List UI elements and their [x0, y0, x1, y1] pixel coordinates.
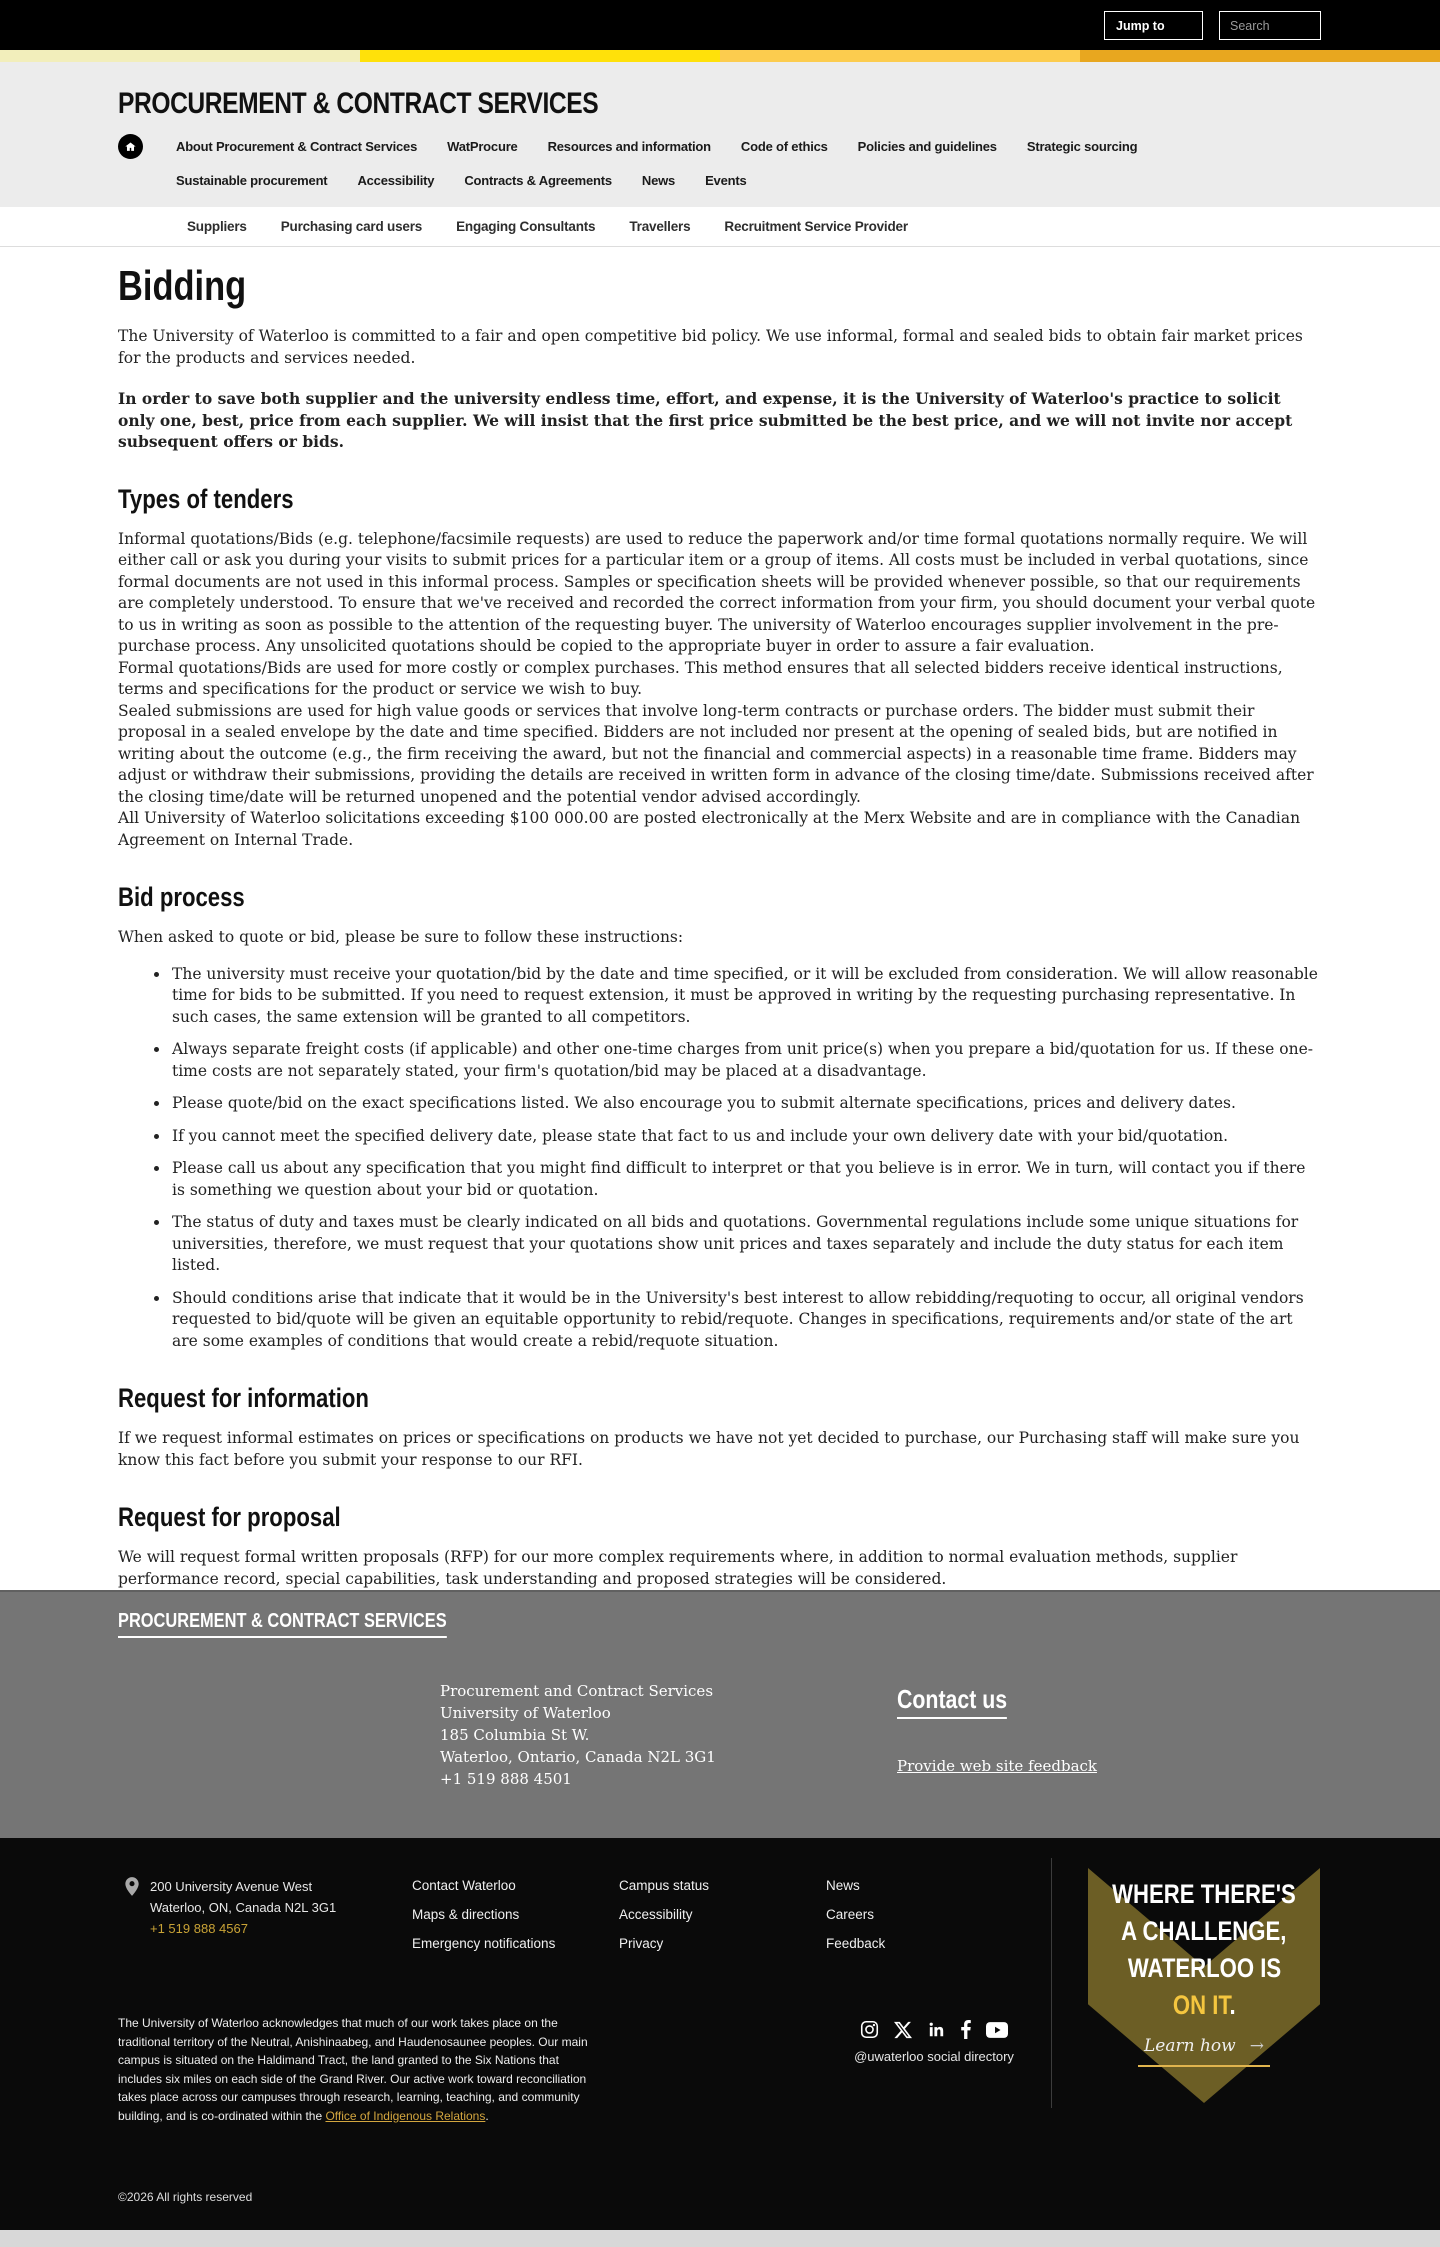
list-item: • Please call us about any specification that you might find difficult to interpret or that you believe is in error. We in turn, will contact you if there is something we question about your bid or quotation.: [170, 1158, 1320, 1201]
footer-link-emergency-notifications[interactable]: Emergency notifications: [412, 1936, 556, 1951]
land-acknowledgement: The University of Waterloo acknowledges that much of our work takes place on the traditional territory of the Neutral, Anishinaabeg, and Haudenosaunee peoples. Our main campus is situated on the Haldimand Tract, the land granted to the Six Nations that includes six miles on each side of the Grand River. Our active work toward reconciliation takes place across our campuses through research, learning, teaching, and community building, and is co-ordinated within the Office of Indigenous Relations.: [118, 2016, 588, 2123]
primary-nav: [118, 134, 1440, 159]
intro-bold-paragraph: In order to save both supplier and the university endless time, effort, and expense, it is the University of Waterloo's practice to solicit only one, best, price from each supplier. We will insist that the first price submitted be the best price, and we will not invite nor accept subsequent offers or bids.: [118, 389, 1293, 451]
secondary-nav: [176, 173, 1440, 188]
bid-process-intro: When asked to quote or bid, please be sure to follow these instructions:: [118, 928, 684, 946]
types-paragraph-sealed: Sealed submissions are used for high value goods or services that involve long-term contracts or purchase orders. The bidder must submit their proposal in a sealed envelope by the date and time specified. Bidders are not included nor present at the opening of sealed bids, but are notified in writing about the outcome (e.g., the firm receiving the award, but not the financial and commercial aspects) in a reasonable time frame. Bidders may adjust or withdraw their submissions, providing the details are received in written form in advance of the closing time/date. Submissions received after the closing time/date will be returned unopened and the potential vendor advised accordingly.: [118, 701, 1314, 806]
bid-process-heading: Bid process: [118, 882, 245, 912]
stripe-segment-4: [1080, 50, 1440, 62]
department-address: [440, 1680, 716, 1790]
department-phone: +1 519 888 4501: [440, 1770, 572, 1788]
home-icon: [124, 140, 137, 153]
footer-links-column-1: [412, 1878, 555, 1965]
types-of-tenders-heading: Types of tenders: [118, 483, 294, 514]
site-title[interactable]: PROCUREMENT & CONTRACT SERVICES: [118, 87, 599, 120]
types-paragraph-solicitations: All University of Waterloo solicitations exceeding $100 000.00 are posted electronically at the Merx Website and are in compliance with the Canadian Agreement on Internal Trade.: [118, 809, 1301, 849]
bid-process-list: [118, 964, 1320, 1353]
footer-link-contact-waterloo[interactable]: Contact Waterloo: [412, 1878, 516, 1893]
arrow-right-icon: →: [1249, 2036, 1264, 2056]
nav-strategic-sourcing[interactable]: Strategic sourcing: [1026, 139, 1138, 154]
department-footer-title-link[interactable]: PROCUREMENT & CONTRACT SERVICES: [118, 1610, 519, 1638]
footer-links-column-2: [619, 1878, 709, 1965]
intro-paragraph: The University of Waterloo is committed to a fair and open competitive bid policy. We use informal, formal and sealed bids to obtain fair market prices for the products and services needed.: [118, 327, 1303, 367]
list-item: • Please quote/bid on the exact specifications listed. We also encourage you to submit alternate specifications, prices and delivery dates.: [170, 1093, 1320, 1115]
promo-tagline: [1088, 1876, 1320, 2024]
rfi-paragraph: If we request informal estimates on prices or specifications on products we have not yet decided to purchase, our Purchasing staff will make sure you know this fact before you submit your response to our RFI.: [118, 1429, 1300, 1469]
university-footer: [0, 1838, 1440, 2230]
nav-travellers[interactable]: Travellers: [629, 219, 691, 234]
list-item: • If you cannot meet the specified delivery date, please state that fact to us and include your own delivery date with your bid/quotation.: [170, 1126, 1320, 1148]
department-footer: [0, 1590, 1440, 1838]
address-line: 200 University Avenue West: [150, 1879, 313, 1894]
list-item: • Should conditions arise that indicate that it would be in the University's best interest to allow rebidding/requoting to occur, all original vendors requested to bid/quote will be given an equitable opportunity to rebid/requote. Changes in specifications, requirements and/or state of the art are some examples of conditions that would create a rebid/requote situation.: [170, 1288, 1320, 1353]
rfp-paragraph: We will request formal written proposals (RFP) for our more complex requirements where, in addition to normal evaluation methods, supplier performance record, special capabilities, task understanding and proposed strategies will be considered.: [118, 1548, 1238, 1588]
page-title: Bidding: [118, 262, 247, 309]
nav-news[interactable]: News: [641, 173, 676, 188]
youtube-icon[interactable]: [986, 2022, 1008, 2038]
website-feedback-link[interactable]: Provide web site feedback: [897, 1757, 1098, 1775]
footer-divider: [1051, 1858, 1052, 2108]
stripe-segment-1: [0, 50, 360, 62]
nav-code-of-ethics[interactable]: Code of ethics: [740, 139, 828, 154]
jump-to-button[interactable]: Jump to: [1104, 11, 1203, 40]
audience-nav: [0, 207, 1440, 247]
footer-link-feedback[interactable]: Feedback: [826, 1936, 886, 1951]
university-address: [150, 1876, 336, 1939]
social-block: [838, 2020, 1030, 2064]
facebook-icon[interactable]: [961, 2020, 971, 2039]
promo-line: WHERE THERE'S: [1112, 1879, 1296, 1909]
nav-recruitment-service-provider[interactable]: Recruitment Service Provider: [724, 219, 908, 234]
top-utility-bar: [0, 0, 1440, 50]
social-icons-row: [838, 2020, 1030, 2039]
contact-us-link[interactable]: Contact us: [897, 1684, 1031, 1719]
main-content: [0, 247, 1440, 1590]
instagram-icon[interactable]: [860, 2020, 879, 2039]
types-paragraph-formal: Formal quotations/Bids are used for more costly or complex purchases. This method ensures that all selected bidders receive identical instructions, terms and specifications for the product or service we wish to buy.: [118, 658, 1283, 698]
types-paragraph-informal: Informal quotations/Bids (e.g. telephone/facsimile requests) are used to reduce the paperwork and/or time formal quotations normally require. We will either call or ask you during your visits to submit prices for a particular item or a group of items. All costs must be included in verbal quotations, since formal documents are not used in this informal process. Samples or specification sheets will be provided whenever possible, so that our requirements are completely understood. To ensure that we've received and recorded the correct information from your firm, you should document your verbal quote to us in writing as soon as possible to the attention of the requesting buyer. The university of Waterloo encourages supplier involvement in the pre-purchase process. Any unsolicited quotations should be copied to the appropriate buyer in order to assure a fair evaluation.: [118, 529, 1316, 655]
nav-policies[interactable]: Policies and guidelines: [857, 139, 997, 154]
nav-suppliers[interactable]: Suppliers: [187, 219, 247, 234]
rfi-heading: Request for information: [118, 1383, 369, 1413]
nav-watprocure[interactable]: WatProcure: [447, 139, 518, 154]
learn-how-link[interactable]: Learn how →: [1088, 2036, 1320, 2067]
address-line: 185 Columbia St W.: [440, 1726, 590, 1744]
nav-engaging-consultants[interactable]: Engaging Consultants: [456, 219, 596, 234]
map-pin-icon: [124, 1876, 140, 1902]
promo-line: WATERLOO IS: [1127, 1953, 1281, 1983]
list-item: • Always separate freight costs (if applicable) and other one-time charges from unit price(s) when you prepare a bid/quotation for us. If these one-time costs are not separately stated, your firm's quotation/bid may be placed at a disadvantage.: [170, 1039, 1320, 1082]
nav-about[interactable]: About Procurement & Contract Services: [176, 139, 418, 154]
list-item: • The university must receive your quotation/bid by the date and time specified, or it will be excluded from consideration. We will allow reasonable time for bids to be submitted. If you need to request extension, it must be approved in writing by the requesting purchasing representative. In such cases, the same extension will be granted to all competitors.: [170, 964, 1320, 1029]
address-line: Waterloo, ON, Canada N2L 3G1: [150, 1900, 337, 1915]
nav-contracts-agreements[interactable]: Contracts & Agreements: [464, 173, 612, 188]
stripe-segment-3: [720, 50, 1080, 62]
footer-link-careers[interactable]: Careers: [826, 1907, 875, 1922]
site-header: [0, 62, 1440, 207]
footer-link-campus-status[interactable]: Campus status: [619, 1878, 710, 1893]
copyright-text: ©2026 All rights reserved: [118, 2190, 253, 2204]
university-phone-link[interactable]: +1 519 888 4567: [150, 1921, 248, 1936]
stripe-segment-2: [360, 50, 720, 62]
nav-sustainable-procurement[interactable]: Sustainable procurement: [176, 173, 328, 188]
footer-link-maps-directions[interactable]: Maps & directions: [412, 1907, 520, 1922]
nav-resources[interactable]: Resources and information: [547, 139, 711, 154]
promo-line-highlight: ON IT.: [1172, 1990, 1236, 2020]
home-button[interactable]: [118, 134, 143, 159]
nav-purchasing-card-users[interactable]: Purchasing card users: [280, 219, 423, 234]
nav-events[interactable]: Events: [705, 173, 747, 188]
list-item: • The status of duty and taxes must be clearly indicated on all bids and quotations. Governmental regulations include some unique situations for universities, therefore, we must request that your quotations show unit prices and taxes separately and include the duty status for each item listed.: [170, 1212, 1320, 1277]
bottom-gray-strip: [0, 2230, 1440, 2247]
brand-yellow-stripe: [0, 50, 1440, 62]
promo-line: A CHALLENGE,: [1121, 1916, 1287, 1946]
footer-links-column-3: [826, 1878, 885, 1965]
indigenous-relations-link[interactable]: Office of Indigenous Relations: [325, 2108, 486, 2123]
address-line: Procurement and Contract Services: [440, 1682, 714, 1700]
social-directory-link[interactable]: @uwaterloo social directory: [854, 2049, 1014, 2064]
x-twitter-icon[interactable]: [894, 2021, 912, 2039]
footer-link-privacy[interactable]: Privacy: [619, 1936, 664, 1951]
rfp-heading: Request for proposal: [118, 1502, 341, 1532]
search-input[interactable]: [1219, 11, 1321, 40]
footer-link-news[interactable]: News: [826, 1878, 860, 1893]
linkedin-icon[interactable]: [927, 2020, 946, 2039]
address-line: University of Waterloo: [440, 1704, 611, 1722]
address-line: Waterloo, Ontario, Canada N2L 3G1: [440, 1748, 716, 1766]
footer-link-accessibility[interactable]: Accessibility: [619, 1907, 693, 1922]
nav-accessibility[interactable]: Accessibility: [357, 173, 435, 188]
